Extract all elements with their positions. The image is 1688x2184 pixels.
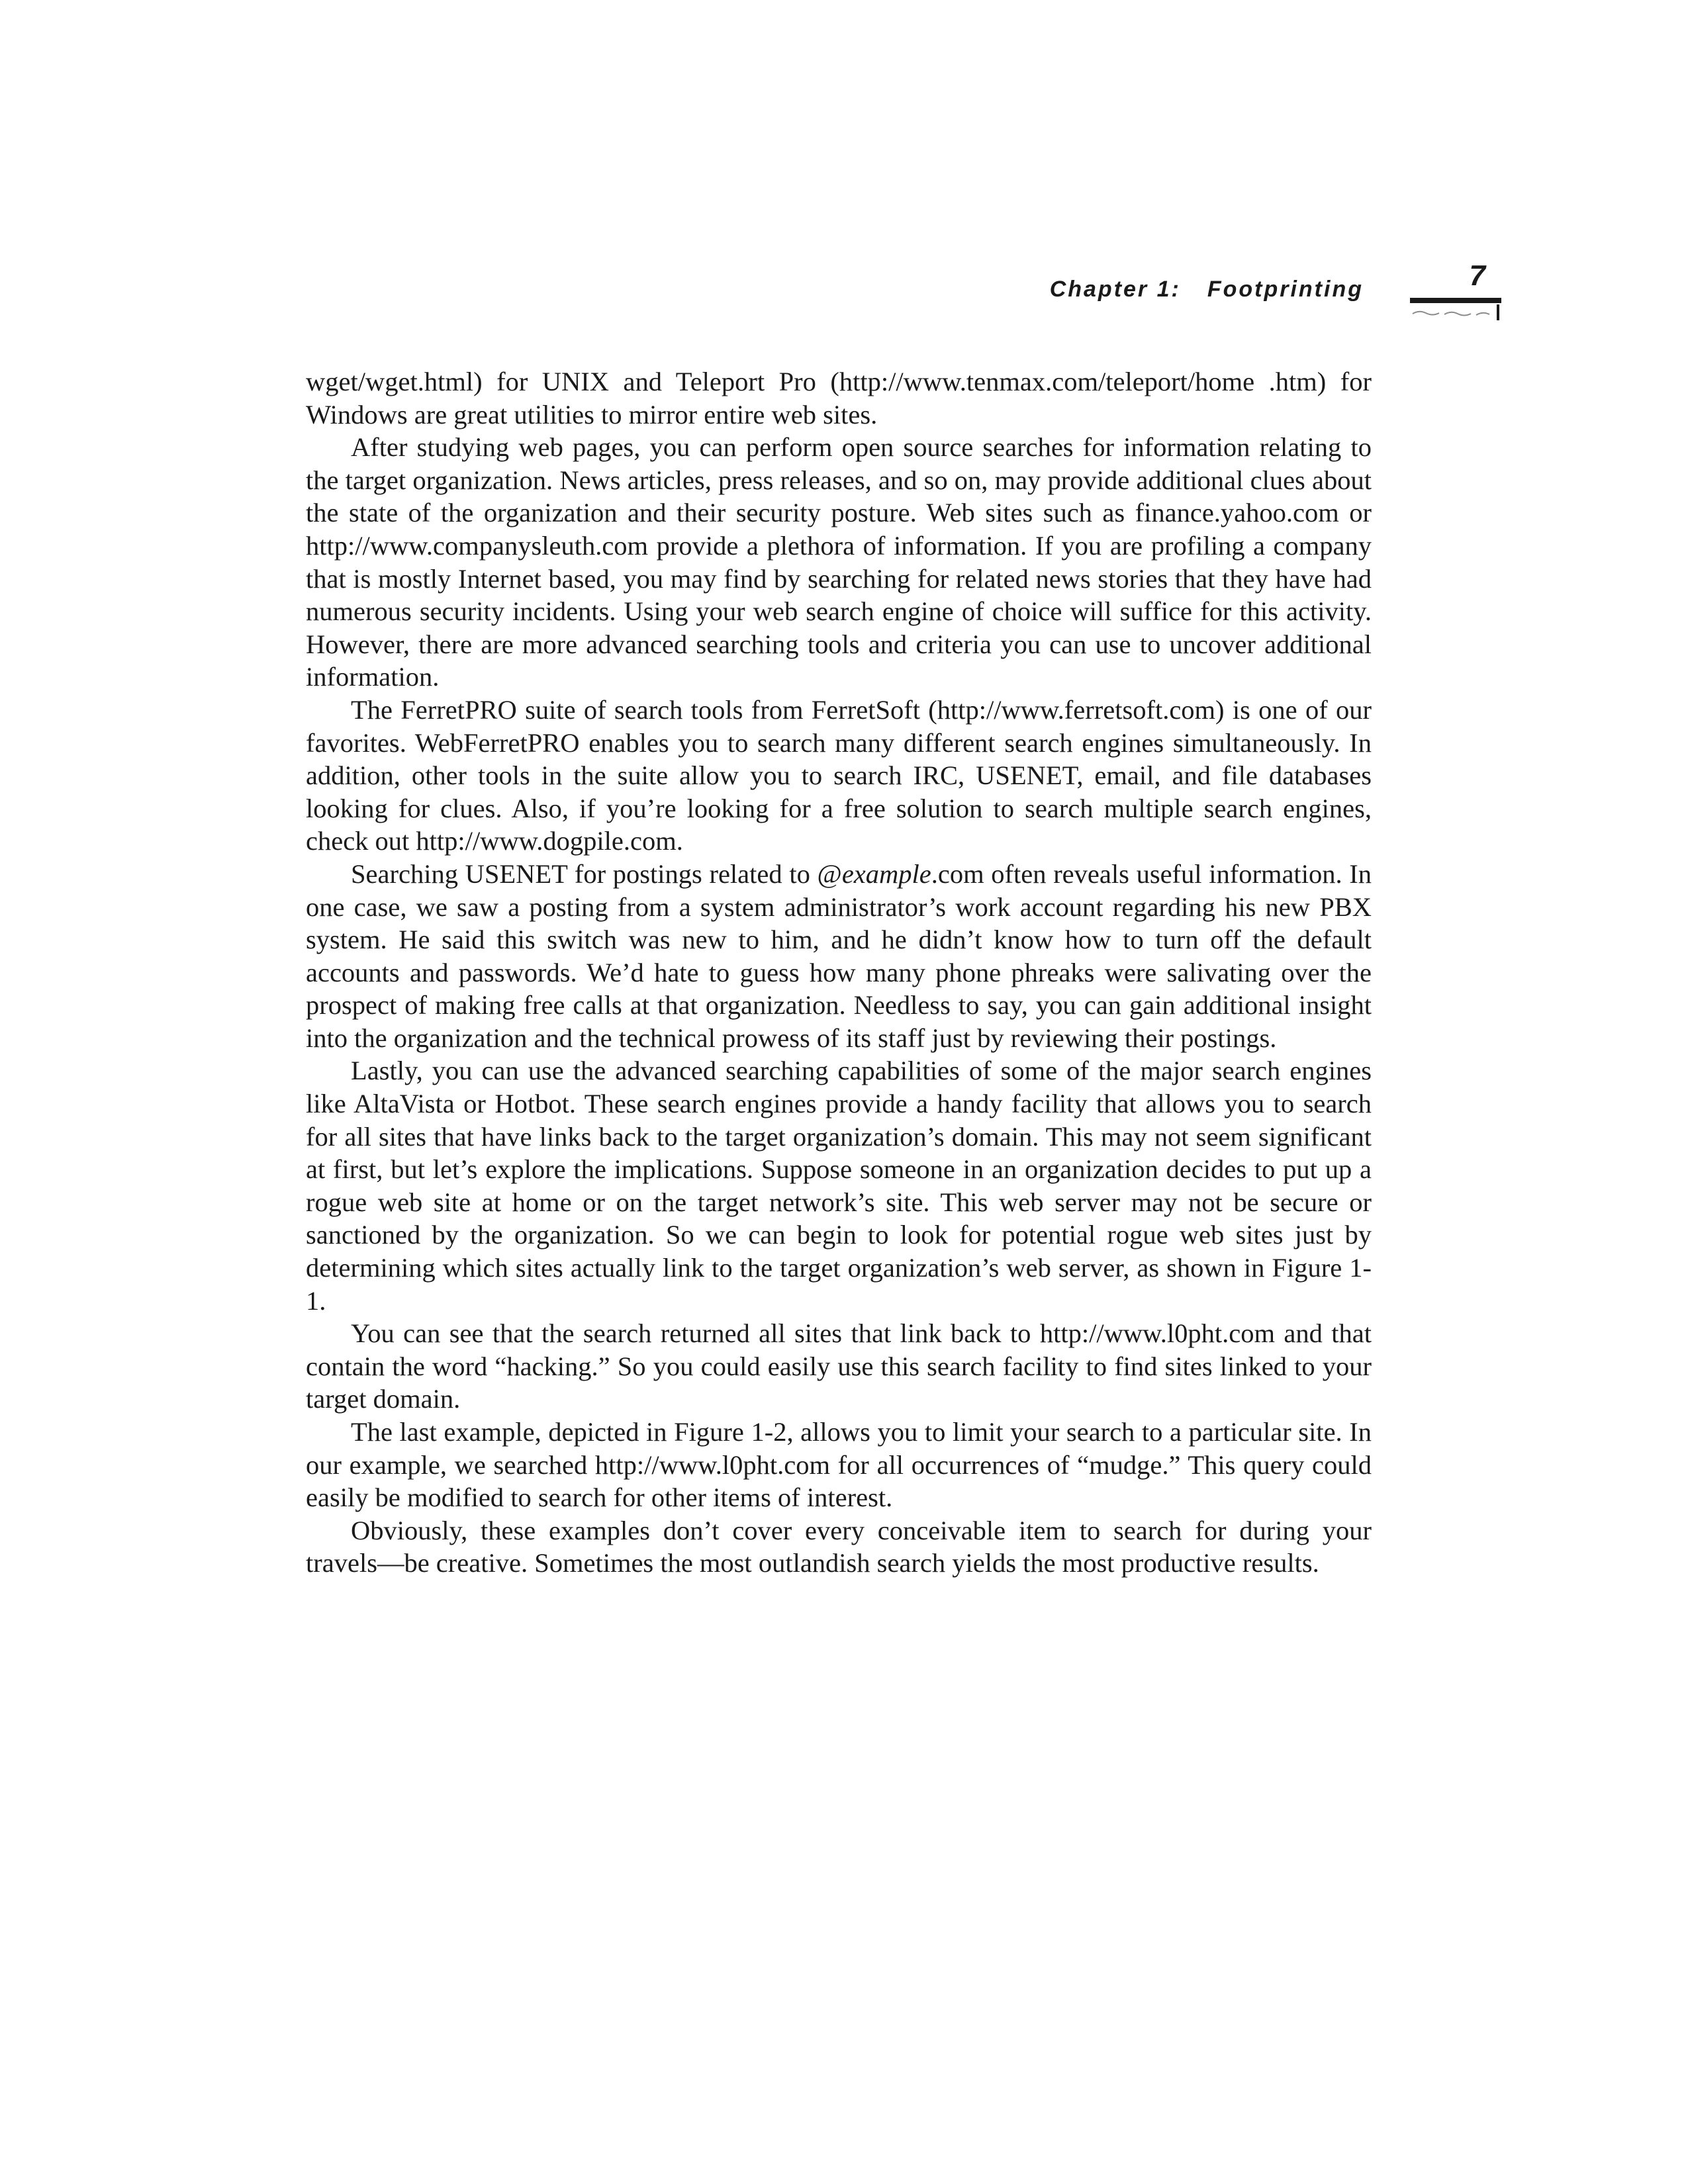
paragraph-open-source-searches: After studying web pages, you can perform open source searches for information relating to the target organization. News articles, press releases, and so on, may provide additional clues about the state of the organization and their security posture. Web sites such as finance.yahoo.com or http://www.companysleuth.com provide a plethora of information. If you are profiling a company that is mostly Internet based, you may find by searching for related news stories that they have had numerous security incidents. Using your web search engine of choice will suffice for this activity. However, there are more advanced searching tools and criteria you can use to uncover additional information. <box>306 432 1372 692</box>
running-head <box>980 277 1364 302</box>
paragraph-continued: wget/wget.html) for UNIX and Teleport Pro (http://www.tenmax.com/teleport/home .htm) for Windows are great utilities to mirror entire web sites. <box>306 367 1372 430</box>
paragraph-site-search: The last example, depicted in Figure 1-2, allows you to limit your search to a particular site. In our example, we searched http://www.l0pht.com for all occurrences of “mudge.” This query could easily be modified to search for other items of interest. <box>306 1417 1372 1513</box>
folio-ornament-icon <box>1410 304 1501 320</box>
body-text <box>306 365 1372 1580</box>
folio <box>1410 259 1501 326</box>
chapter-title: Footprinting <box>1207 277 1364 302</box>
paragraph-usenet <box>306 858 1372 1055</box>
usenet-text-start: Searching USENET for postings related to @ <box>351 858 842 889</box>
folio-rule <box>1410 298 1501 303</box>
paragraph-closing: Obviously, these examples don’t cover every conceivable item to search for during your travels—be creative. Sometimes the most outlandish search yields the most productive results. <box>306 1515 1372 1578</box>
page-number: 7 <box>1469 259 1485 292</box>
usenet-text-end: .com often reveals useful information. In one case, we saw a posting from a system administrator’s work account regarding his new PBX system. He said this switch was new to him, and he didn’t know how to turn off the default accounts and passwords. We’d hate to guess how many phone phreaks were salivating over the prospect of making free calls at that organization. Needless to say, you can gain additional insight into the organization and the technical prowess of its staff just by reviewing their postings. <box>306 858 1372 1053</box>
chapter-label: Chapter 1: <box>1049 277 1181 302</box>
paragraph-ferretpro: The FerretPRO suite of search tools from FerretSoft (http://www.ferretsoft.com) is one of our favorites. WebFerretPRO enables you to search many different search engines simultaneously. In addition, other tools in the suite allow you to search IRC, USENET, email, and file databases looking for clues. Also, if you’re looking for a free solution to search multiple search engines, check out http://www.dogpile.com. <box>306 694 1372 856</box>
paragraph-search-results: You can see that the search returned all sites that link back to http://www.l0pht.com and that contain the word “hacking.” So you could easily use this search facility to find sites linked to your target domain. <box>306 1318 1372 1414</box>
paragraph-advanced-search: Lastly, you can use the advanced searching capabilities of some of the major search engines like AltaVista or Hotbot. These search engines provide a handy facility that allows you to search for all sites that have links back to the target organization’s domain. This may not seem significant at first, but let’s explore the implications. Suppose someone in an organization decides to put up a rogue web site at home or on the target network’s site. This web server may not be secure or sanctioned by the organization. So we can begin to look for potential rogue web sites just by determining which sites actually link to the target organization’s web server, as shown in Figure 1-1. <box>306 1056 1372 1316</box>
usenet-text-italic: example <box>841 858 931 889</box>
